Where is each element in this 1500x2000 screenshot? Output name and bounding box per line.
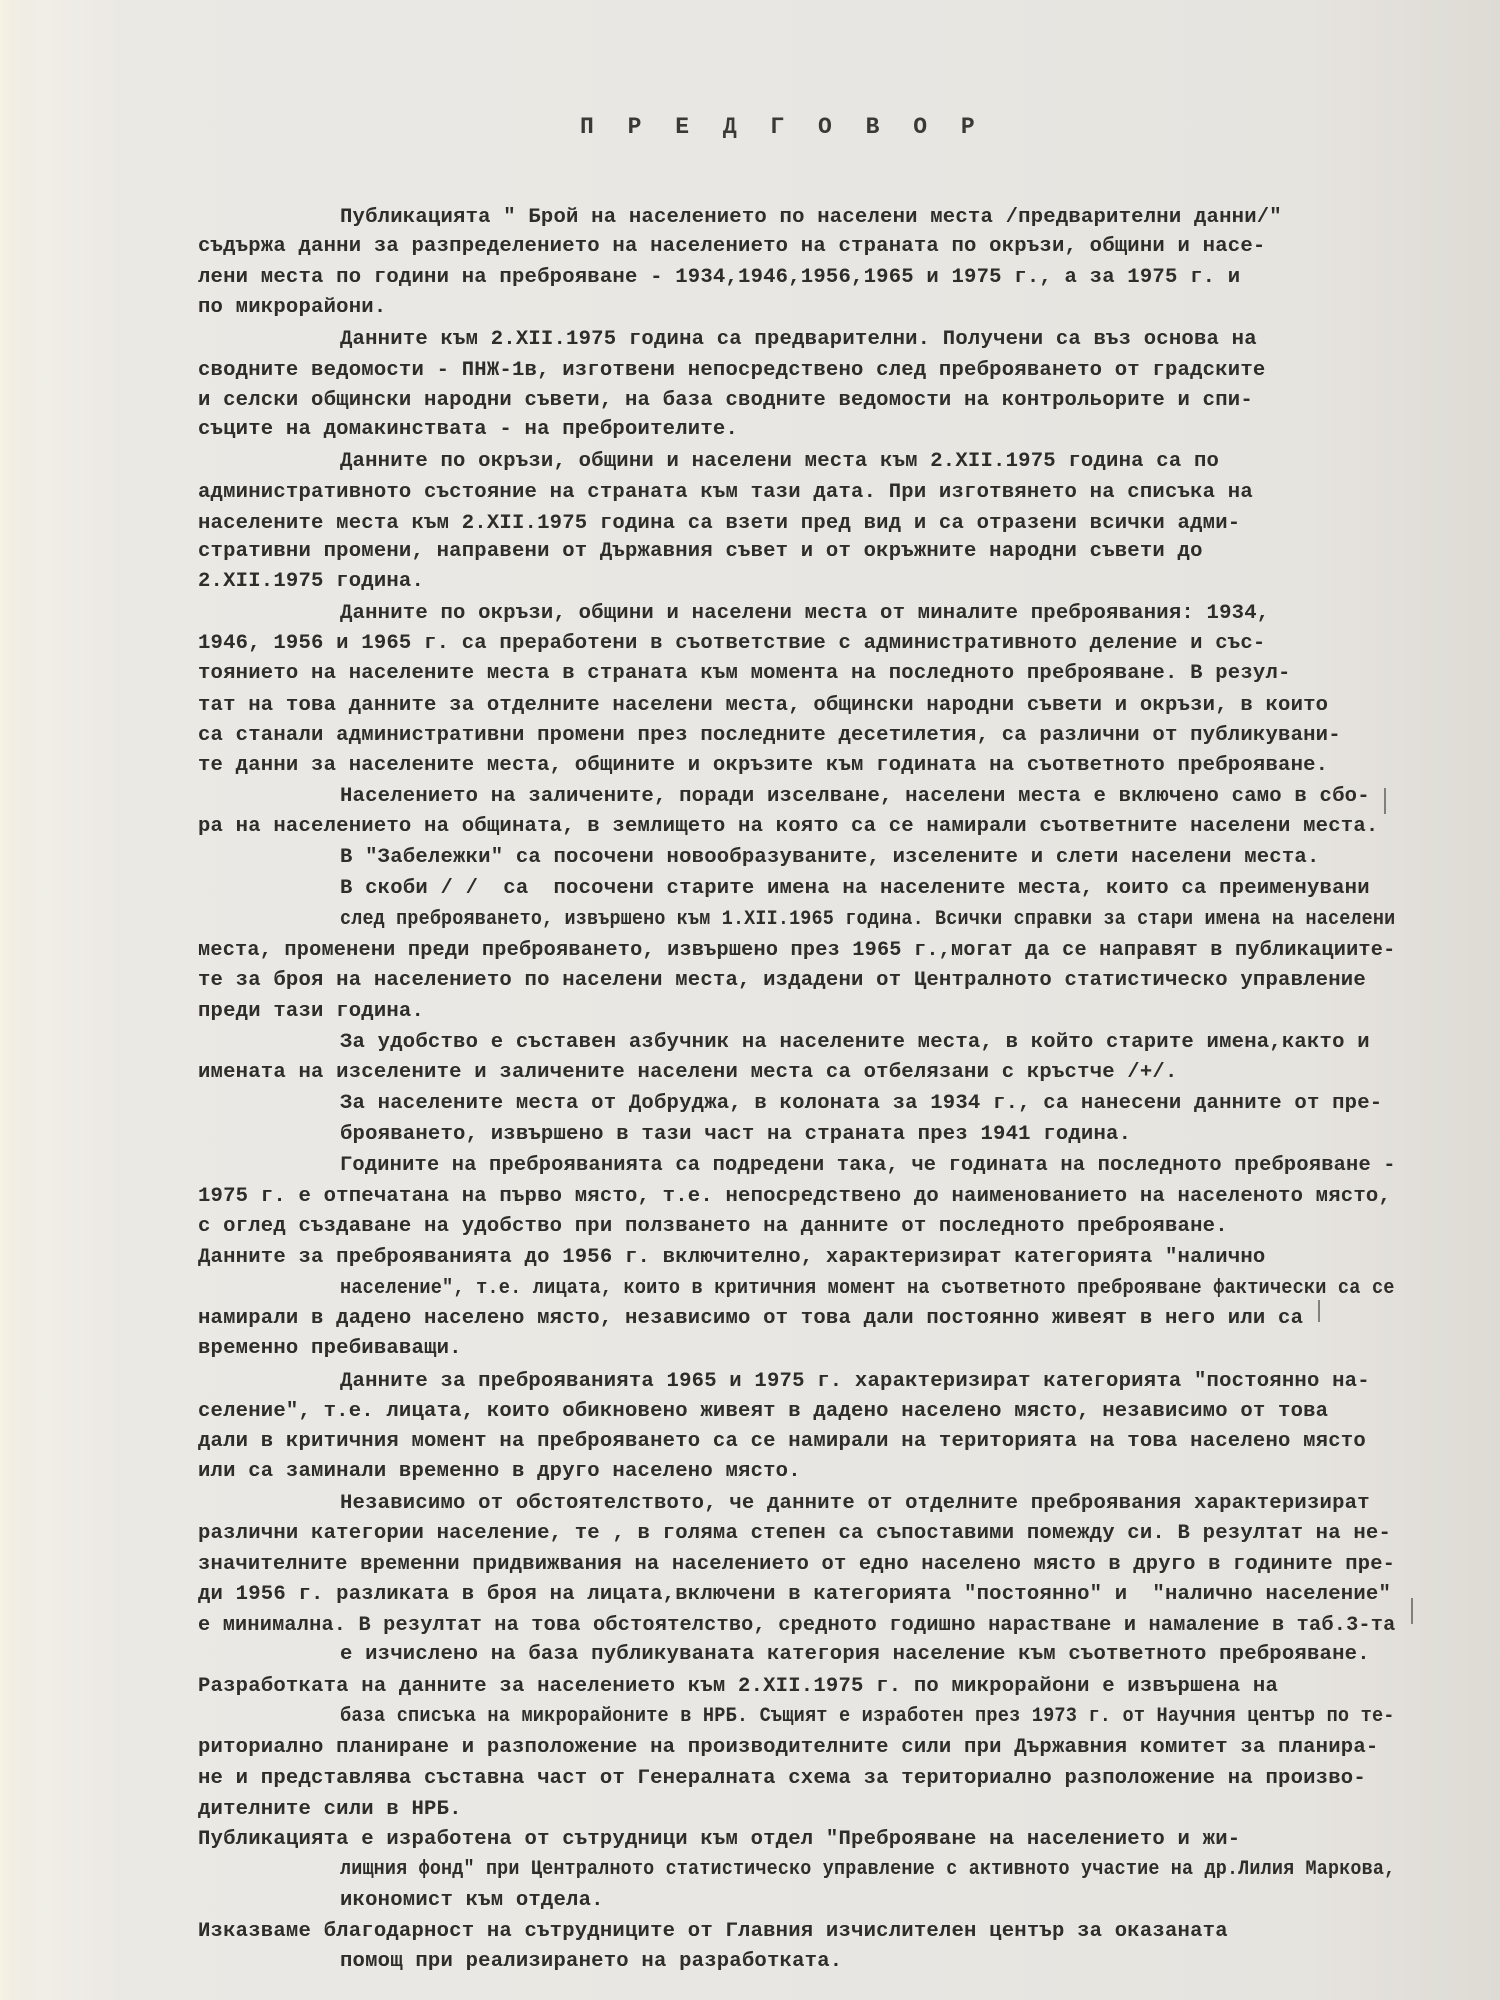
paragraph-line: дали в критичния момент на преброяването са се намирали на територията на това населено място	[198, 1430, 1366, 1453]
paragraph-first-line: икономист към отдела.	[340, 1889, 604, 1912]
paragraph-first-line: Данните по окръзи, общини и населени места от миналите преброявания: 1934,	[340, 602, 1270, 625]
paragraph-line: тоянието на населените места в страната към момента на последното преброяване. В резул-	[198, 662, 1291, 685]
paragraph-line: са станали административни промени през последните десетилетия, са различни от публикувани-	[198, 724, 1341, 747]
paragraph-line: те данни за населените места, общините и окръзите към годината на съответното преброяване.	[198, 754, 1329, 777]
paragraph-line: Разработката на данните за населението към 2.XII.1975 г. по микрорайони е извършена на	[198, 1675, 1279, 1698]
paragraph-line: 1975 г. е отпечатана на първо място, т.е. непосредствено до наименованието на населеното място,	[198, 1185, 1392, 1208]
paragraph-line: по микрорайони.	[198, 296, 387, 319]
paragraph-line: съците на домакинствата - на преброителите.	[198, 418, 739, 441]
paragraph-line: значителните временни придвижвания на населението от едно населено място в друго в годините пре-	[198, 1553, 1396, 1576]
paragraph-line: Публикацията е изработена от сътрудници към отдел "Преброяване на населението и жи-	[198, 1828, 1241, 1851]
paragraph-line: тат на това данните за отделните населени места, общински народни съвети и окръзи, в които	[198, 694, 1329, 717]
paragraph-line: ра на населението на общината, в землището на която са се намирали съответните населени места.	[198, 815, 1379, 838]
paragraph-first-line: В скоби / / са посочени старите имена на населените места, които са преименувани	[340, 877, 1370, 900]
paragraph-line: имената на изселените и заличените населени места са отбелязани с кръстче /+/.	[198, 1061, 1178, 1084]
paragraph-line: дителните сили в НРБ.	[198, 1798, 462, 1821]
paragraph-line: места, променени преди преброяването, извършено през 1965 г.,могат да се направят в публикациите-	[198, 939, 1396, 962]
paragraph-first-line: брояването, извършено в тази част на страната през 1941 година.	[340, 1123, 1132, 1146]
paragraph-first-line: помощ при реализирането на разработката.	[340, 1950, 843, 1973]
paragraph-line: намирали в дадено населено място, независимо от това дали постоянно живеят в него или са	[198, 1307, 1304, 1330]
paragraph-first-line: Данните по окръзи, общини и населени места към 2.XII.1975 година са по	[340, 450, 1220, 473]
paragraph-line: населените места към 2.XII.1975 година са взети пред вид и са отразени всички адми-	[198, 512, 1241, 535]
paragraph-line: 1946, 1956 и 1965 г. са преработени в съответствие с административното деление и със-	[198, 632, 1266, 655]
paragraph-line: административното състояние на страната към тази дата. При изготвянето на списъка на	[198, 481, 1253, 504]
paragraph-line: преди тази година.	[198, 1000, 425, 1023]
paragraph-line: е минимална. В резултат на това обстоятелство, средното годишно нарастване и намаление в таб.3-та	[198, 1614, 1396, 1637]
paragraph-first-line: За удобство е съставен азбучник на населените места, в който старите имена,както и	[340, 1031, 1370, 1054]
paragraph-first-line: Данните към 2.XII.1975 година са предварителни. Получени са въз основа на	[340, 328, 1257, 351]
paragraph-first-line: Данните за преброяванията 1965 и 1975 г. характеризират категорията "постоянно на-	[340, 1370, 1370, 1393]
paragraph-first-line: лищния фонд" при Централното статистическо управление с активното участие на др.Лилия Маркова,	[340, 1858, 1396, 1881]
paragraph-line: съдържа данни за разпределението на населението на страната по окръзи, общини и насе-	[198, 235, 1266, 258]
paragraph-line: Изказваме благодарност на сътрудниците от Главния изчислителен център за оказаната	[198, 1920, 1228, 1943]
paragraph-line: временно пребиваващи.	[198, 1337, 462, 1360]
margin-mark	[1411, 1598, 1413, 1624]
paragraph-first-line: база списъка на микрорайоните в НРБ. Същият е изработен през 1973 г. от Научния център по те-	[340, 1705, 1395, 1728]
page-edge-shadow	[0, 0, 40, 2000]
paragraph-line: лени места по години на преброяване - 1934,1946,1956,1965 и 1975 г., а за 1975 г. и	[198, 266, 1241, 289]
paragraph-line: 2.XII.1975 година.	[198, 570, 425, 593]
paragraph-line: риториално планиране и разположение на производителните сили при Държавния комитет за планира-	[198, 1736, 1379, 1759]
paragraph-first-line: За населените места от Добруджа, в колоната за 1934 г., са нанесени данните от пре-	[340, 1092, 1383, 1115]
paragraph-line: ди 1956 г. разликата в броя на лицата,включени в категорията "постоянно" и "налично население"	[198, 1583, 1392, 1606]
paragraph-line: или са заминали временно в друго населено място.	[198, 1460, 801, 1483]
paragraph-line: селение", т.е. лицата, които обикновено живеят в дадено населено място, независимо от това	[198, 1400, 1329, 1423]
paragraph-line: не и представлява съставна част от Генералната схема за териториално разположение на произво-	[198, 1767, 1366, 1790]
margin-mark	[1384, 788, 1386, 814]
paragraph-first-line: Независимо от обстоятелството, че данните от отделните преброявания характеризират	[340, 1492, 1370, 1515]
paragraph-line: различни категории население, те , в голяма степен са съпоставими помежду си. В резултат на не-	[198, 1522, 1392, 1545]
paragraph-first-line: е изчислено на база публикуваната категория население към съответното преброяване.	[340, 1643, 1370, 1666]
paragraph-line: стративни промени, направени от Държавния съвет и от окръжните народни съвети до	[198, 540, 1203, 563]
margin-mark	[1318, 1300, 1320, 1322]
paragraph-line: сводните ведомости - ПНЖ-1в, изготвени непосредствено след преброяването от градските	[198, 359, 1266, 382]
paragraph-line: Данните за преброяванията до 1956 г. включително, характеризират категорията "налично	[198, 1246, 1266, 1269]
paragraph-line: с оглед създаване на удобство при ползването на данните от последното преброяване.	[198, 1215, 1228, 1238]
paragraph-first-line: след преброяването, извършено към 1.XII.1965 година. Всички справки за стари имена на населени	[340, 908, 1396, 931]
paragraph-line: и селски общински народни съвети, на база сводните ведомости на контрольорите и спи-	[198, 389, 1253, 412]
paragraph-first-line: Публикацията " Брой на населението по населени места /предварителни данни/"	[340, 206, 1282, 229]
paragraph-first-line: В "Забележки" са посочени новообразуваните, изселените и слети населени места.	[340, 846, 1320, 869]
paragraph-first-line: Годините на преброяванията са подредени така, че годината на последното преброяване -	[340, 1154, 1396, 1177]
page-title: П Р Е Д Г О В О Р	[580, 114, 985, 140]
paragraph-line: те за броя на населението по населени места, издадени от Централното статистическо управление	[198, 969, 1366, 992]
paragraph-first-line: Населението на заличените, поради изселване, населени места е включено само в сбо-	[340, 785, 1370, 808]
paragraph-first-line: население", т.е. лицата, които в критичния момент на съответното преброяване фактически са се	[340, 1277, 1395, 1300]
